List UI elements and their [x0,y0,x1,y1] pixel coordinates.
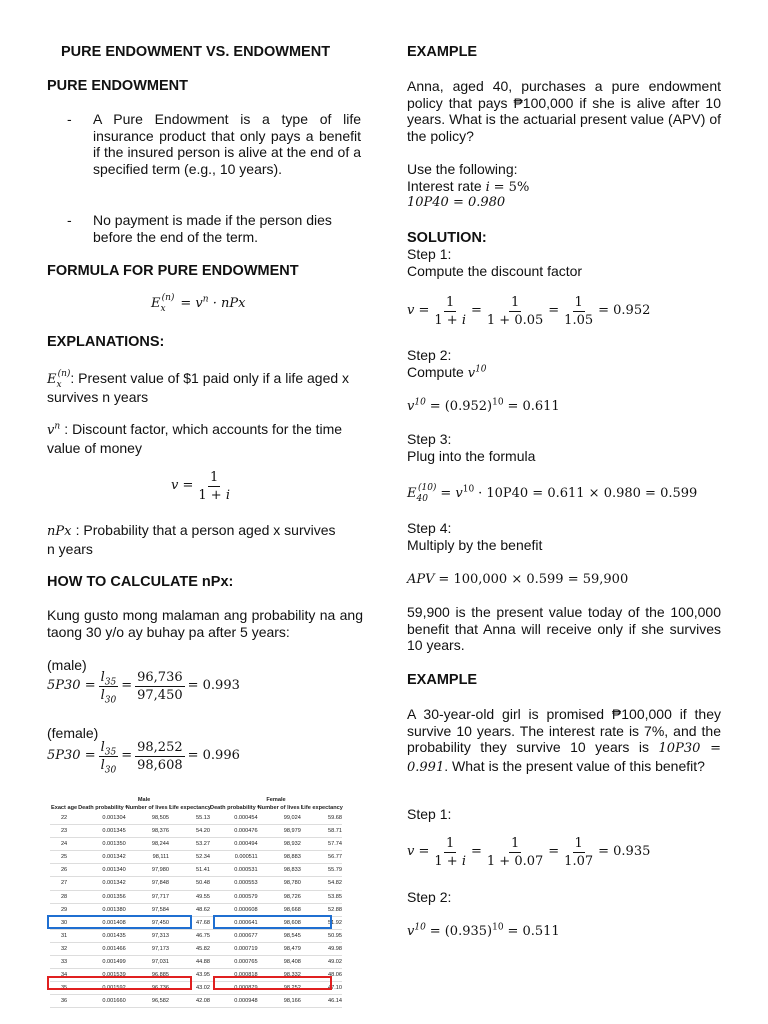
table-cell: 46.14 [301,995,342,1008]
table-cell: 98,244 [126,838,169,851]
table-row [50,838,342,851]
table-cell: 57.74 [301,838,342,851]
table-cell: 0.001539 [78,969,126,982]
step-2-text: Compute $v^{10}$ [407,364,487,381]
table-cell: 0.000765 [210,956,258,969]
pure-endowment-heading: PURE ENDOWMENT [47,78,188,94]
table-cell: 31 [50,929,78,942]
table-cell: 97,584 [126,903,169,916]
table-cell: 98,668 [258,903,301,916]
table-cell: 0.000641 [210,916,258,929]
table-cell: 29 [50,903,78,916]
table-cell: 0.000948 [210,995,258,1008]
interest-rate: Interest rate i = 5% [407,178,530,195]
table-cell: 98,608 [258,916,301,929]
table-column-headers: Exact age Death probability ᵃ Number of lives ᵇ Life expectancy Death probability ᵃ Number of lives ᵇ Life expectancy [50,805,343,811]
table-cell: 98,479 [258,942,301,955]
table-cell: 35 [50,982,78,995]
step-2-label: Step 2: [407,347,452,363]
table-cell: 98,252 [258,982,301,995]
table-cell: 46.75 [169,929,210,942]
table-cell: 26 [50,864,78,877]
table-cell: 97,450 [126,916,169,929]
explanation-3: nPx : Probability that a person aged x survives n years [47,522,336,557]
step-3-equation: $E_{40}^{(10)} = v^{10} \cdot 10P40 = 0.611 \times 0.980 = 0.599$ [407,483,698,504]
table-cell: 34 [50,969,78,982]
step-1-label: Step 1: [407,246,452,262]
table-cell: 55.13 [169,812,210,825]
table-cell: 49.98 [301,942,342,955]
table-cell: 98,979 [258,825,301,838]
table-cell: 52.34 [169,851,210,864]
table-row [50,877,342,890]
table-cell: 22 [50,812,78,825]
highlight-male-age-30 [47,915,192,929]
table-cell: 98,505 [126,812,169,825]
table-cell: 0.000494 [210,838,258,851]
table-cell: 43.02 [169,982,210,995]
table-cell: 0.000677 [210,929,258,942]
male-calculation: 5P30 = $\frac{l_{35}}{l_{30}}$ = $\frac{96,736}{97,450}$ = 0.993 [47,670,240,706]
female-label: (female) [47,725,99,741]
table-cell: 49.55 [169,890,210,903]
table-cell: 98,376 [126,825,169,838]
table-cell: 0.000531 [210,864,258,877]
table-cell: 51.41 [169,864,210,877]
table-cell: 50.48 [169,877,210,890]
table-cell: 49.02 [301,956,342,969]
table-cell: 98,883 [258,851,301,864]
table-cell: 97,313 [126,929,169,942]
table-row [50,864,342,877]
table-row [50,929,342,942]
explanation-2: $v^n$ : Discount factor, which accounts for the time value of money [47,421,343,456]
table-cell: 0.001342 [78,851,126,864]
table-cell: 96,736 [126,982,169,995]
ex2-step-2-label: Step 2: [407,889,452,905]
table-cell: 0.001340 [78,864,126,877]
table-cell: 0.001466 [78,942,126,955]
table-row [50,851,342,864]
table-cell: 98,332 [258,969,301,982]
table-cell: 54.82 [301,877,342,890]
table-cell: 96,582 [126,995,169,1008]
formula-heading: FORMULA FOR PURE ENDOWMENT [47,263,299,279]
table-cell: 30 [50,916,78,929]
table-cell: 32 [50,942,78,955]
example-2-text: A 30-year-old girl is promised ₱100,000 if they survive 10 years. The interest rate is 7%, and the probability they survive 10 years is 10P30 = 0.991. What is the present value of this benefit? [407,706,721,775]
table-cell: 36 [50,995,78,1008]
table-row [50,995,342,1008]
step-2-equation: $v^{10} = (0.952)^{10} = 0.611$ [407,397,560,414]
table-cell: 27 [50,877,78,890]
table-cell: 59.68 [301,812,342,825]
table-row [50,942,342,955]
table-cell: 45.82 [169,942,210,955]
example-2-heading: EXAMPLE [407,672,478,688]
table-cell: 43.95 [169,969,210,982]
table-row [50,890,342,903]
table-cell: 47.68 [169,916,210,929]
conclusion-text: 59,900 is the present value today of the 100,000 benefit that Anna will receive only if she survives 10 years. [407,604,721,653]
page-title: PURE ENDOWMENT VS. ENDOWMENT [61,44,331,60]
how-text: Kung gusto mong malaman ang probability na ang taong 30 y/o ay buhay pa after 5 years: [47,607,363,640]
table-cell: 55.79 [301,864,342,877]
table-cell: 48.06 [301,969,342,982]
table-cell: 53.85 [301,890,342,903]
use-following: Use the following: [407,161,518,177]
bullet-1: - A Pure Endowment is a type of life insurance product that only pays a benefit if the insured person is alive at the end of a specified term (e.g., 10 years). [67,111,361,177]
table-cell: 0.000818 [210,969,258,982]
table-cell: 98,833 [258,864,301,877]
table-cell: 96,885 [126,969,169,982]
table-cell: 0.001380 [78,903,126,916]
step-3-label: Step 3: [407,431,452,447]
table-cell: 0.001342 [78,877,126,890]
highlight-female-age-30 [213,915,332,929]
table-female-header: Female [266,797,286,803]
table-cell: 0.001350 [78,838,126,851]
table-cell: 0.000454 [210,812,258,825]
table-cell: 28 [50,890,78,903]
step-1-text: Compute the discount factor [407,263,583,279]
step-1-equation: v = $\frac{1}{1 + i}$ = $\frac{1}{1 + 0.05}$ = $\frac{1}{1.05}$ = 0.952 [407,295,651,328]
table-cell: 56.77 [301,851,342,864]
table-cell: 99,024 [258,812,301,825]
table-cell: 97,173 [126,942,169,955]
table-cell: 0.000579 [210,890,258,903]
table-cell: 97,031 [126,956,169,969]
table-cell: 42.08 [169,995,210,1008]
ex2-step-1-equation: v = $\frac{1}{1 + i}$ = $\frac{1}{1 + 0.07}$ = $\frac{1}{1.07}$ = 0.935 [407,836,651,869]
step-3-text: Plug into the formula [407,448,536,464]
highlight-male-age-35 [47,976,192,990]
table-cell: 98,166 [258,995,301,1008]
table-cell: 33 [50,956,78,969]
table-cell: 0.001304 [78,812,126,825]
table-cell: 0.000879 [210,982,258,995]
table-cell: 98,111 [126,851,169,864]
table-row [50,825,342,838]
ex2-step-1-label: Step 1: [407,806,452,822]
table-cell: 0.000553 [210,877,258,890]
table-cell: 54.20 [169,825,210,838]
table-cell: 98,932 [258,838,301,851]
life-table [50,795,342,1008]
discount-factor-formula: v = $\frac{1}{1 + i}$ [171,470,230,503]
table-cell: 0.001592 [78,982,126,995]
table-cell: 0.001345 [78,825,126,838]
step-4-label: Step 4: [407,520,452,536]
table-cell: 98,545 [258,929,301,942]
table-cell: 24 [50,838,78,851]
female-calculation: 5P30 = $\frac{l_{35}}{l_{30}}$ = $\frac{98,252}{98,608}$ = 0.996 [47,740,240,776]
how-heading: HOW TO CALCULATE nPx: [47,574,234,590]
table-cell: 0.000511 [210,851,258,864]
table-cell: 98,726 [258,890,301,903]
example-1-text: Anna, aged 40, purchases a pure endowment policy that pays ₱100,000 if she is alive after 10 years. What is the actuarial present value (APV) of the policy? [407,78,721,144]
table-cell: 53.27 [169,838,210,851]
table-cell: 51.92 [301,916,342,929]
table-cell: 0.001408 [78,916,126,929]
male-label: (male) [47,657,87,673]
table-cell: 48.62 [169,903,210,916]
table-row [50,956,342,969]
table-cell: 52.88 [301,903,342,916]
table-cell: 25 [50,851,78,864]
table-cell: 0.000608 [210,903,258,916]
table-cell: 98,780 [258,877,301,890]
table-cell: 97,848 [126,877,169,890]
step-4-text: Multiply by the benefit [407,537,543,553]
table-cell: 47.10 [301,982,342,995]
ex2-step-2-equation: $v^{10} = (0.935)^{10} = 0.511$ [407,922,560,939]
explanation-1: $E_x^{(n)}$: Present value of $1 paid only if a life aged x survives n years [47,369,350,405]
table-cell: 23 [50,825,78,838]
table-cell: 0.001356 [78,890,126,903]
table-cell: 0.001499 [78,956,126,969]
table-cell: 0.000476 [210,825,258,838]
table-cell: 97,980 [126,864,169,877]
table-cell: 44.88 [169,956,210,969]
bullet-2: - No payment is made if the person dies before the end of the term. [67,212,332,245]
table-row [50,812,342,825]
example-1-heading: EXAMPLE [407,44,478,60]
solution-heading: SOLUTION: [407,230,487,246]
table-cell: 0.001660 [78,995,126,1008]
step-4-equation: APV = 100,000 × 0.599 = 59,900 [407,572,629,587]
pure-endowment-formula: $E_x^{(n)}$ = $v^n$ · nPx [151,293,246,314]
survival-probability: 10P40 = 0.980 [407,195,506,210]
table-cell: 0.001435 [78,929,126,942]
table-cell: 0.000719 [210,942,258,955]
table-cell: 50.95 [301,929,342,942]
table-cell: 58.71 [301,825,342,838]
table-cell: 97,717 [126,890,169,903]
table-male-header: Male [137,797,151,803]
table-cell: 98,408 [258,956,301,969]
explanations-heading: EXPLANATIONS: [47,334,165,350]
highlight-female-age-35 [213,976,332,990]
